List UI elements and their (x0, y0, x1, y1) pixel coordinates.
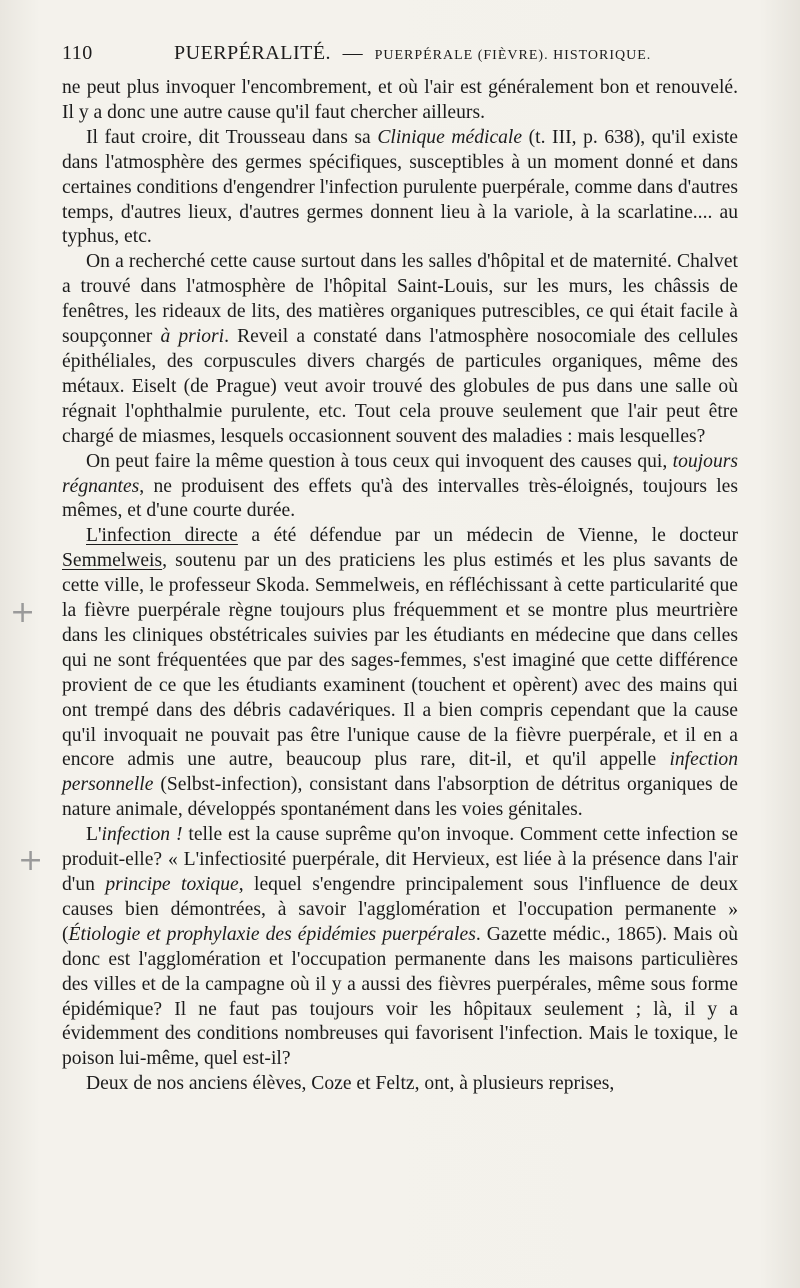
text-run: On a recherché cette cause surtout dans les salles d'hôpital et de maternité. Chalvet a trouvé dans l'atmosphère de l'hôpital Saint-Louis, sur les murs, les châssis de fenêtres, les rideaux de lits, des matières organiques putrescibles, ce qui était facile à soupçonner (62, 251, 738, 348)
running-header (62, 42, 742, 72)
paragraph (62, 1072, 738, 1097)
header-dash: — (342, 42, 364, 64)
text-run: . Reveil a constaté dans l'atmosphère nosocomiale des cellules épithéliales, des corpuscules divers chargés de particules organiques, même des métaux. Eiselt (de Prague) veut avoir trouvé des globules de pus dans une salle où régnait l'ophthalmie purulente, etc. Tout cela prouve seulement que l'air peut être chargé de miasmes, lesquels occasionnent souvent des maladies : mais lesquelles? (62, 326, 739, 447)
text-run: ne peut plus invoquer l'encombrement, et où l'air est généralement bon et renouvelé. Il y a donc une autre cause qu'il faut chercher ailleurs. (62, 77, 738, 123)
italic-text-run: principe toxique (105, 874, 239, 895)
paragraph (62, 450, 738, 525)
text-run: (Selbst-infection), consistant dans l'absorption de détritus organiques de nature animale, développés spontanément dans les voies génitales. (62, 774, 738, 821)
page-body-text (62, 76, 738, 1097)
page-number: 110 (62, 42, 93, 64)
paragraph (62, 250, 738, 449)
running-title (174, 42, 651, 65)
text-run: L' (86, 824, 102, 846)
text-run: Deux de nos anciens élèves, Coze et Feltz, ont, à plusieurs reprises, (86, 1073, 615, 1095)
text-run: (t. III, p. 638), qu'il existe dans l'atmosphère des germes spécifiques, susceptibles à un moment donné et dans certaines conditions d'engendrer l'infection purulente puerpérale, comme dans d'autres temps, d'autres lieux, d'autres germes donnent lieu à la variole, à la scarlatine.... au typhus, etc. (62, 126, 738, 248)
italic-text-run: toujours régnantes (62, 450, 738, 497)
italic-text-run: Clinique médicale (377, 126, 523, 148)
margin-cross-mark: + (10, 595, 36, 630)
underlined-text-run: Semmelweis (62, 550, 163, 572)
italic-text-run: infection personnelle (62, 749, 738, 796)
italic-text-run: infection ! (101, 824, 183, 846)
italic-text-run: Étiologie et prophylaxie des épidémies puerpérales (68, 923, 476, 945)
text-run: . Gazette médic., 1865). Mais où donc est l'agglomération et l'occupation permanente dans les maisons particulières des villes et de la campagne où il y a aussi des fièvres puerpérales, même sous forme épidémique? Il ne faut pas toujours voir les hôpitaux seulement ; là, il y a évidemment des conditions nombreuses qui favorisent l'infection. Mais le toxique, le poison lui-même, quel est-il? (62, 923, 739, 1070)
margin-cross-mark: + (18, 843, 44, 878)
italic-text-run: à priori (160, 326, 225, 348)
text-run: , soutenu par un des praticiens les plus estimés et les plus savants de cette ville, le professeur Skoda. Semmelweis, en réfléchissant à cette particularité que la fièvre puerpérale règne toujours plus fréquemment et se montre plus meurtrière dans les cliniques obstétricales suivies par les étudiants en médecine que dans celles qui ne sont fréquentées que par des sages-femmes, s'est imaginé que cette différence provient de ce que les étudiants examinent (touchent et opèrent) avec des mains qui ont trempé dans des débris cadavériques. Il a bien compris cependant que la cause qu'il invoquait ne pouvait pas être l'unique cause de la fièvre puerpérale, et il en a encore admis une autre, beaucoup plus rare, dit-il, et qu'il appelle (62, 550, 738, 771)
paragraph (62, 524, 738, 823)
paragraph (62, 126, 738, 251)
paragraph (62, 823, 738, 1072)
text-run: telle est la cause suprême qu'on invoque. Comment cette infection se produit-elle? « L'infectiosité puerpérale, dit Hervieux, est liée à la présence dans l'air d'un (62, 824, 738, 895)
section-title: PUERPÉRALE (FIÈVRE). HISTORIQUE. (374, 48, 652, 63)
text-run: a été défendue par un médecin de Vienne, le docteur (237, 525, 738, 547)
text-run: On peut faire la même question à tous ceux qui invoquent des causes qui, (86, 450, 673, 472)
text-run: , lequel s'engendre principalement sous l'influence de deux causes bien démontrées, à savoir l'agglomération et l'occupation permanente » ( (62, 874, 739, 945)
text-run: Il faut croire, dit Trousseau dans sa (86, 126, 378, 148)
chapter-title: PUERPÉRALITÉ. (174, 42, 332, 64)
paragraph (62, 76, 738, 126)
text-run: , ne produisent des effets qu'à des intervalles très-éloignés, toujours les mêmes, et d'une courte durée. (62, 475, 738, 522)
underlined-text-run: L'infection directe (86, 525, 238, 547)
